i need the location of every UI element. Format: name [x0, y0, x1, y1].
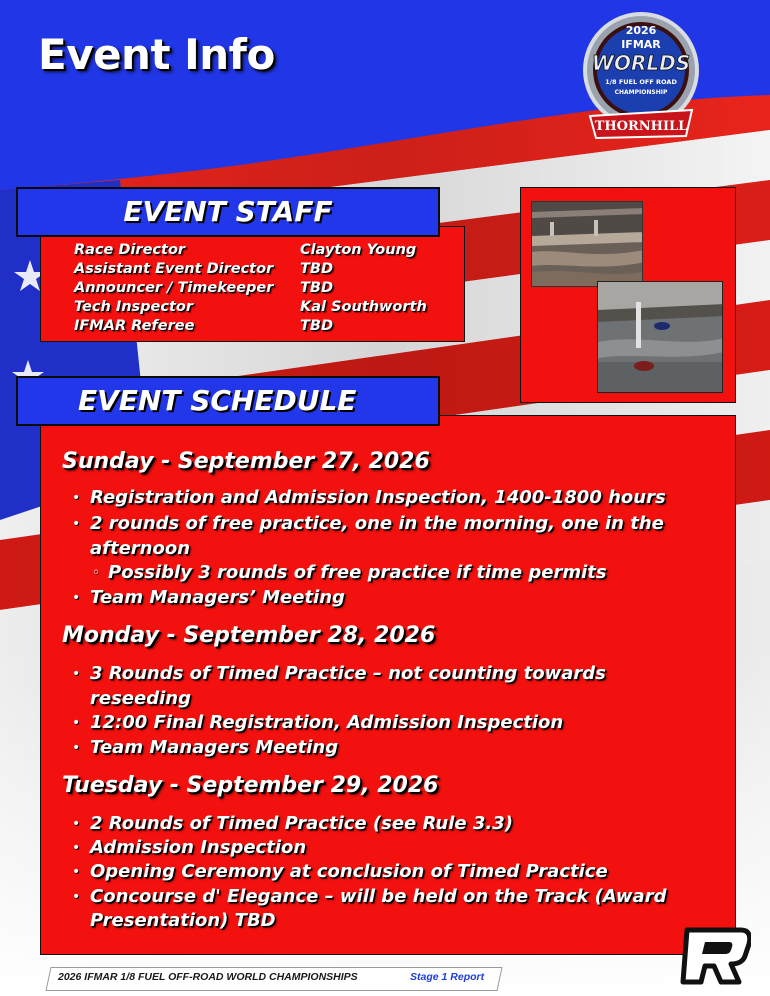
schedule-item: Concourse d' Elegance – will be held on the Track (Award: [90, 886, 667, 907]
svg-text:1/8 FUEL OFF ROAD: 1/8 FUEL OFF ROAD: [605, 78, 677, 86]
staff-row: [74, 297, 464, 316]
schedule-item-continued: Presentation) TBD: [90, 910, 276, 931]
worlds-event-logo: [568, 12, 714, 142]
bullet-dot: •: [72, 666, 81, 682]
staff-name: TBD: [300, 279, 333, 296]
track-photo-outdoor: [597, 281, 723, 393]
bullet-dot: •: [72, 516, 81, 532]
staff-row: [74, 240, 464, 259]
bullet-dot: •: [72, 816, 81, 832]
bullet-dot: •: [72, 840, 81, 856]
staff-name: TBD: [300, 317, 333, 334]
svg-text:IFMAR: IFMAR: [621, 38, 661, 51]
staff-role: Announcer / Timekeeper: [74, 279, 274, 296]
day-heading-sunday: Sunday - September 27, 2026: [62, 449, 430, 474]
bullet-dot: •: [72, 740, 81, 756]
staff-row: [74, 259, 464, 278]
bullet-dot: •: [72, 864, 81, 880]
sub-bullet-dot: ◦: [92, 565, 101, 581]
staff-name: TBD: [300, 260, 333, 277]
schedule-item-continued: afternoon: [90, 538, 191, 559]
schedule-subitem: Possibly 3 rounds of free practice if time permits: [108, 562, 607, 583]
bullet-dot: •: [72, 715, 81, 731]
event-schedule-heading: EVENT SCHEDULE: [16, 376, 440, 426]
schedule-item: 2 Rounds of Timed Practice (see Rule 3.3): [90, 813, 513, 834]
event-staff-heading: EVENT STAFF: [16, 187, 440, 237]
staff-name: Kal Southworth: [300, 298, 427, 315]
day-heading-tuesday: Tuesday - September 29, 2026: [62, 773, 439, 798]
staff-role: Assistant Event Director: [74, 260, 274, 277]
footer-report-label: Stage 1 Report: [410, 971, 485, 983]
svg-text:WORLDS: WORLDS: [591, 51, 691, 75]
svg-text:THORNHILL: THORNHILL: [594, 119, 688, 134]
staff-name: Clayton Young: [300, 241, 417, 258]
day-heading-monday: Monday - September 28, 2026: [62, 623, 436, 648]
svg-text:2026: 2026: [625, 24, 657, 37]
red-rc-r-logo-icon: [677, 926, 751, 986]
schedule-item: 12:00 Final Registration, Admission Inspection: [90, 712, 564, 733]
staff-role: Tech Inspector: [74, 298, 194, 315]
staff-role: Race Director: [74, 241, 186, 258]
footer-title: 2026 IFMAR 1/8 FUEL OFF-ROAD WORLD CHAMPIONSHIPS: [58, 971, 358, 983]
schedule-item: 3 Rounds of Timed Practice – not counting towards: [90, 663, 606, 684]
event-staff-list: [74, 240, 464, 335]
schedule-item-continued: reseeding: [90, 688, 191, 709]
track-photo-indoor: [531, 201, 643, 287]
page-title: Event Info: [38, 30, 275, 79]
staff-row: [74, 316, 464, 335]
svg-text:CHAMPIONSHIP: CHAMPIONSHIP: [614, 89, 668, 96]
schedule-item: Opening Ceremony at conclusion of Timed Practice: [90, 861, 608, 882]
bullet-dot: •: [72, 590, 81, 606]
bullet-dot: •: [72, 889, 81, 905]
bullet-dot: •: [72, 490, 81, 506]
staff-role: IFMAR Referee: [74, 317, 195, 334]
schedule-item: Registration and Admission Inspection, 1400-1800 hours: [90, 487, 666, 508]
schedule-item: 2 rounds of free practice, one in the morning, one in the: [90, 513, 664, 534]
schedule-item: Team Managers Meeting: [90, 737, 339, 758]
schedule-item: Admission Inspection: [90, 837, 307, 858]
schedule-item: Team Managers’ Meeting: [90, 587, 345, 608]
staff-row: [74, 278, 464, 297]
